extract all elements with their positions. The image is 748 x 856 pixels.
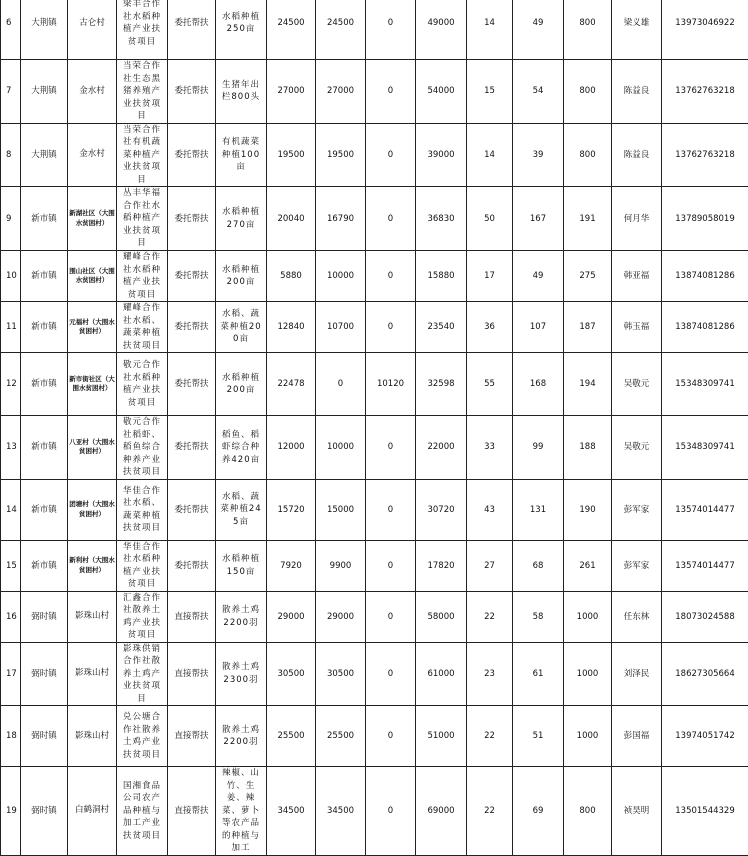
amount-cell: 20040 (267, 187, 316, 251)
project-name-cell: 耀峰合作社水稻种植产业扶贫项目 (117, 251, 168, 302)
income-cell: 1000 (564, 706, 612, 767)
aid-mode-cell: 委托帮扶 (168, 353, 216, 416)
project-content-cell: 有机蔬菜种植100亩 (216, 123, 267, 187)
project-name-cell: 丛丰华福合作社水稻种植产业扶贫项目 (117, 187, 168, 251)
total-amount-cell: 51000 (416, 706, 467, 767)
households-cell: 27 (467, 540, 513, 591)
amount-cell: 29000 (316, 591, 366, 642)
amount-cell: 0 (366, 123, 416, 187)
total-amount-cell: 39000 (416, 123, 467, 187)
total-amount-cell: 22000 (416, 416, 467, 480)
village-cell: 金水村 (68, 60, 117, 124)
amount-cell: 0 (366, 591, 416, 642)
income-cell: 275 (564, 251, 612, 302)
amount-cell: 25500 (267, 706, 316, 767)
town-cell: 新市镇 (21, 540, 68, 591)
households-cell: 17 (467, 251, 513, 302)
aid-mode-cell: 委托帮扶 (168, 302, 216, 353)
table-row (1, 540, 748, 591)
row-number: 18 (1, 706, 21, 767)
contact-person-cell: 韩玉福 (612, 302, 662, 353)
row-number: 15 (1, 540, 21, 591)
amount-cell: 27000 (267, 60, 316, 124)
contact-person-cell: 彭军家 (612, 479, 662, 540)
table-row (1, 642, 748, 706)
amount-cell: 7920 (267, 540, 316, 591)
aid-mode-cell: 委托帮扶 (168, 416, 216, 480)
amount-cell: 0 (366, 706, 416, 767)
town-cell: 大荆镇 (21, 60, 68, 124)
contact-person-cell: 陈益良 (612, 123, 662, 187)
contact-person-cell: 彭军家 (612, 540, 662, 591)
income-cell: 187 (564, 302, 612, 353)
households-cell: 22 (467, 767, 513, 856)
total-amount-cell: 17820 (416, 540, 467, 591)
households-cell: 23 (467, 642, 513, 706)
project-content-cell: 水稻种植200亩 (216, 251, 267, 302)
project-name-cell: 国湘食品公司农产品种植与加工产业扶贫项目 (117, 767, 168, 856)
row-number: 10 (1, 251, 21, 302)
table-row (1, 251, 748, 302)
aid-mode-cell: 直接帮扶 (168, 767, 216, 856)
table-row (1, 0, 748, 60)
contact-person-cell: 陈益良 (612, 60, 662, 124)
total-amount-cell: 54000 (416, 60, 467, 124)
households-cell: 14 (467, 123, 513, 187)
village-cell: 金水村 (68, 123, 117, 187)
phone-cell: 13501544329 (662, 767, 748, 856)
income-cell: 1000 (564, 591, 612, 642)
project-content-cell: 水稻、蔬菜种植200亩 (216, 302, 267, 353)
town-cell: 弼时镇 (21, 767, 68, 856)
village-cell: 影珠山村 (68, 642, 117, 706)
amount-cell: 0 (366, 60, 416, 124)
amount-cell: 12840 (267, 302, 316, 353)
households-cell: 55 (467, 353, 513, 416)
phone-cell: 13574014477 (662, 479, 748, 540)
households-cell: 43 (467, 479, 513, 540)
project-content-cell: 水稻、蔬菜种植245亩 (216, 479, 267, 540)
income-cell: 190 (564, 479, 612, 540)
phone-cell: 13789058019 (662, 187, 748, 251)
amount-cell: 27000 (316, 60, 366, 124)
contact-person-cell: 吴敬元 (612, 353, 662, 416)
contact-person-cell: 祯昊明 (612, 767, 662, 856)
income-cell: 188 (564, 416, 612, 480)
row-number: 14 (1, 479, 21, 540)
households-cell: 15 (467, 60, 513, 124)
contact-person-cell: 梁义雄 (612, 0, 662, 60)
amount-cell: 10120 (366, 353, 416, 416)
total-amount-cell: 32598 (416, 353, 467, 416)
row-number: 13 (1, 416, 21, 480)
town-cell: 大荆镇 (21, 123, 68, 187)
income-cell: 800 (564, 60, 612, 124)
amount-cell: 29000 (267, 591, 316, 642)
total-amount-cell: 69000 (416, 767, 467, 856)
amount-cell: 9900 (316, 540, 366, 591)
amount-cell: 0 (366, 187, 416, 251)
amount-cell: 24500 (267, 0, 316, 60)
project-name-cell: 耀峰合作社水稻、蔬菜种植扶贫项目 (117, 302, 168, 353)
persons-cell: 49 (513, 0, 564, 60)
project-content-cell: 辣椒、山竹、生姜、辣菜、萝卜等农产品的种植与加工 (216, 767, 267, 856)
amount-cell: 16790 (316, 187, 366, 251)
income-cell: 191 (564, 187, 612, 251)
project-content-cell: 水稻种植150亩 (216, 540, 267, 591)
amount-cell: 19500 (267, 123, 316, 187)
persons-cell: 131 (513, 479, 564, 540)
amount-cell: 0 (366, 479, 416, 540)
income-cell: 800 (564, 767, 612, 856)
aid-mode-cell: 直接帮扶 (168, 706, 216, 767)
table-row (1, 767, 748, 856)
persons-cell: 54 (513, 60, 564, 124)
income-cell: 261 (564, 540, 612, 591)
amount-cell: 0 (366, 0, 416, 60)
project-name-cell: 当荣合作社生态黑猪养殖产业扶贫项目 (117, 60, 168, 124)
aid-mode-cell: 直接帮扶 (168, 642, 216, 706)
town-cell: 新市镇 (21, 251, 68, 302)
town-cell: 新市镇 (21, 479, 68, 540)
table-row (1, 302, 748, 353)
phone-cell: 13973046922 (662, 0, 748, 60)
town-cell: 弼时镇 (21, 591, 68, 642)
village-cell: 影珠山村 (68, 591, 117, 642)
row-number: 12 (1, 353, 21, 416)
village-cell: 新利村（大围水贫困村） (68, 540, 117, 591)
amount-cell: 10700 (316, 302, 366, 353)
amount-cell: 10000 (316, 251, 366, 302)
project-name-cell: 当荣合作社有机蔬菜种植产业扶贫项目 (117, 123, 168, 187)
table-body (1, 0, 748, 855)
village-cell: 影珠山村 (68, 706, 117, 767)
row-number: 16 (1, 591, 21, 642)
amount-cell: 34500 (267, 767, 316, 856)
amount-cell: 0 (366, 642, 416, 706)
aid-mode-cell: 委托帮扶 (168, 251, 216, 302)
village-cell: 新湖社区（大围水贫困村） (68, 187, 117, 251)
project-content-cell: 水稻种植200亩 (216, 353, 267, 416)
row-number: 9 (1, 187, 21, 251)
table-row (1, 123, 748, 187)
town-cell: 新市镇 (21, 187, 68, 251)
amount-cell: 30500 (267, 642, 316, 706)
project-name-cell: 梁丰合作社水稻种植产业扶贫项目 (117, 0, 168, 60)
phone-cell: 15348309741 (662, 353, 748, 416)
phone-cell: 13762763218 (662, 123, 748, 187)
contact-person-cell: 何月华 (612, 187, 662, 251)
total-amount-cell: 58000 (416, 591, 467, 642)
households-cell: 14 (467, 0, 513, 60)
total-amount-cell: 15880 (416, 251, 467, 302)
persons-cell: 58 (513, 591, 564, 642)
table-row (1, 479, 748, 540)
contact-person-cell: 刘泽民 (612, 642, 662, 706)
amount-cell: 12000 (267, 416, 316, 480)
project-name-cell: 敬元合作社水稻种植产业扶贫项目 (117, 353, 168, 416)
amount-cell: 15000 (316, 479, 366, 540)
amount-cell: 30500 (316, 642, 366, 706)
village-cell: 八亚村（大围水贫困村） (68, 416, 117, 480)
village-cell: 围山社区（大围水贫困村） (68, 251, 117, 302)
amount-cell: 0 (366, 416, 416, 480)
persons-cell: 99 (513, 416, 564, 480)
row-number: 11 (1, 302, 21, 353)
aid-mode-cell: 委托帮扶 (168, 187, 216, 251)
town-cell: 新市镇 (21, 302, 68, 353)
persons-cell: 167 (513, 187, 564, 251)
village-cell: 新市街社区（大围水贫困村） (68, 353, 117, 416)
town-cell: 新市镇 (21, 353, 68, 416)
amount-cell: 0 (366, 251, 416, 302)
amount-cell: 25500 (316, 706, 366, 767)
income-cell: 800 (564, 0, 612, 60)
amount-cell: 19500 (316, 123, 366, 187)
project-content-cell: 散养土鸡2200羽 (216, 591, 267, 642)
persons-cell: 168 (513, 353, 564, 416)
amount-cell: 34500 (316, 767, 366, 856)
project-name-cell: 影珠供销合作社散养土鸡产业扶贫项目 (117, 642, 168, 706)
phone-cell: 15348309741 (662, 416, 748, 480)
amount-cell: 10000 (316, 416, 366, 480)
phone-cell: 13574014477 (662, 540, 748, 591)
project-name-cell: 华佳合作社水稻、蔬菜种植扶贫项目 (117, 479, 168, 540)
project-name-cell: 兑公塘合作社散养土鸡产业扶贫项目 (117, 706, 168, 767)
table-row (1, 416, 748, 480)
total-amount-cell: 49000 (416, 0, 467, 60)
row-number: 7 (1, 60, 21, 124)
table-row (1, 353, 748, 416)
persons-cell: 68 (513, 540, 564, 591)
aid-mode-cell: 委托帮扶 (168, 479, 216, 540)
income-cell: 800 (564, 123, 612, 187)
aid-mode-cell: 委托帮扶 (168, 60, 216, 124)
village-cell: 白鹤洞村 (68, 767, 117, 856)
contact-person-cell: 彭国福 (612, 706, 662, 767)
amount-cell: 0 (316, 353, 366, 416)
project-content-cell: 水稻种植250亩 (216, 0, 267, 60)
town-cell: 弼时镇 (21, 642, 68, 706)
project-content-cell: 生猪年出栏800头 (216, 60, 267, 124)
persons-cell: 107 (513, 302, 564, 353)
persons-cell: 49 (513, 251, 564, 302)
persons-cell: 39 (513, 123, 564, 187)
project-name-cell: 汇鑫合作社散养土鸡产业扶贫项目 (117, 591, 168, 642)
project-name-cell: 华佳合作社水稻种植产业扶贫项目 (117, 540, 168, 591)
aid-mode-cell: 委托帮扶 (168, 540, 216, 591)
village-cell: 元福村（大围水贫困村） (68, 302, 117, 353)
persons-cell: 61 (513, 642, 564, 706)
amount-cell: 15720 (267, 479, 316, 540)
aid-mode-cell: 直接帮扶 (168, 591, 216, 642)
amount-cell: 5880 (267, 251, 316, 302)
amount-cell: 0 (366, 302, 416, 353)
village-cell: 团塘村（大围水贫困村） (68, 479, 117, 540)
income-cell: 194 (564, 353, 612, 416)
total-amount-cell: 61000 (416, 642, 467, 706)
town-cell: 新市镇 (21, 416, 68, 480)
contact-person-cell: 吴敬元 (612, 416, 662, 480)
contact-person-cell: 任东林 (612, 591, 662, 642)
project-content-cell: 散养土鸡2200羽 (216, 706, 267, 767)
phone-cell: 18627305664 (662, 642, 748, 706)
row-number: 17 (1, 642, 21, 706)
row-number: 8 (1, 123, 21, 187)
total-amount-cell: 36830 (416, 187, 467, 251)
phone-cell: 18073024588 (662, 591, 748, 642)
contact-person-cell: 韩亚福 (612, 251, 662, 302)
total-amount-cell: 23540 (416, 302, 467, 353)
households-cell: 50 (467, 187, 513, 251)
phone-cell: 13874081286 (662, 251, 748, 302)
income-cell: 1000 (564, 642, 612, 706)
amount-cell: 0 (366, 540, 416, 591)
persons-cell: 51 (513, 706, 564, 767)
amount-cell: 24500 (316, 0, 366, 60)
aid-mode-cell: 委托帮扶 (168, 123, 216, 187)
town-cell: 大荆镇 (21, 0, 68, 60)
town-cell: 弼时镇 (21, 706, 68, 767)
row-number: 6 (1, 0, 21, 60)
table-row (1, 187, 748, 251)
project-name-cell: 敬元合作社稻虾、稻鱼综合种养产业扶贫项目 (117, 416, 168, 480)
row-number: 19 (1, 767, 21, 856)
aid-mode-cell: 委托帮扶 (168, 0, 216, 60)
households-cell: 22 (467, 706, 513, 767)
project-content-cell: 水稻种植270亩 (216, 187, 267, 251)
persons-cell: 69 (513, 767, 564, 856)
amount-cell: 0 (366, 767, 416, 856)
table-row (1, 706, 748, 767)
table-row (1, 60, 748, 124)
households-cell: 36 (467, 302, 513, 353)
amount-cell: 22478 (267, 353, 316, 416)
table-row (1, 591, 748, 642)
project-content-cell: 散养土鸡2300羽 (216, 642, 267, 706)
phone-cell: 13874081286 (662, 302, 748, 353)
project-content-cell: 稻鱼、稻虾综合种养420亩 (216, 416, 267, 480)
village-cell: 古仑村 (68, 0, 117, 60)
households-cell: 22 (467, 591, 513, 642)
households-cell: 33 (467, 416, 513, 480)
total-amount-cell: 30720 (416, 479, 467, 540)
phone-cell: 13762763218 (662, 60, 748, 124)
phone-cell: 13974051742 (662, 706, 748, 767)
